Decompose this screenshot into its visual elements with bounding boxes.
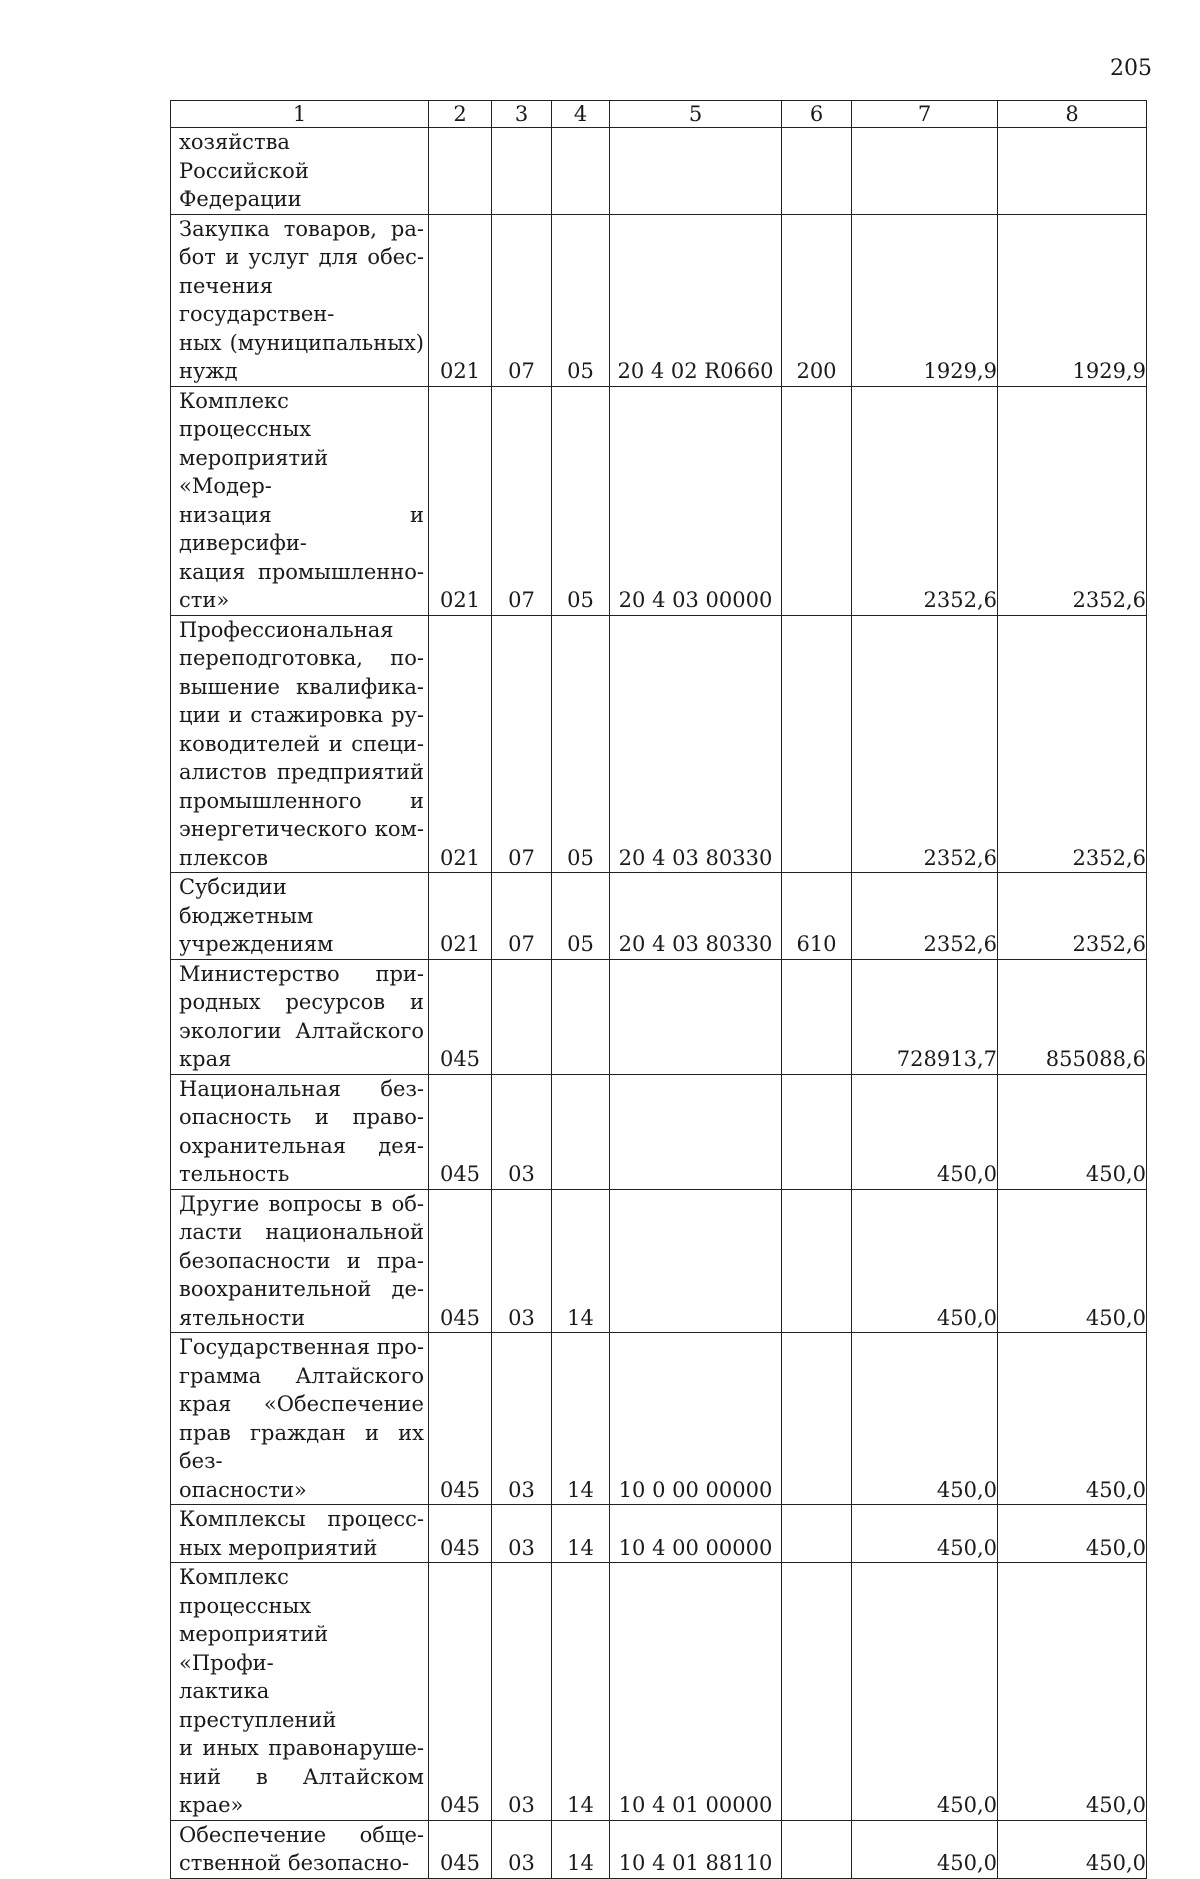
header-cell: 8 bbox=[998, 101, 1147, 128]
header-cell: 3 bbox=[492, 101, 552, 128]
item-name-line: экологии Алтайского bbox=[179, 1018, 424, 1043]
item-name-cell bbox=[171, 959, 429, 1074]
item-name-line: ции и стажировка ру- bbox=[179, 703, 424, 727]
item-name-line: переподготовка, по- bbox=[179, 646, 424, 670]
cell-c5 bbox=[610, 1189, 782, 1333]
cell-c8: 2352,6 bbox=[998, 386, 1147, 615]
item-name-cell bbox=[171, 1820, 429, 1878]
item-name-line: плексов bbox=[179, 845, 269, 870]
cell-c6 bbox=[782, 1333, 852, 1505]
item-name-line: Федерации bbox=[179, 187, 302, 211]
item-name-line: ственной безопасно- bbox=[179, 1851, 410, 1875]
cell-c7 bbox=[852, 128, 998, 215]
cell-c3: 07 bbox=[492, 386, 552, 615]
item-name-line: сти» bbox=[179, 588, 230, 612]
cell-c7: 1929,9 bbox=[852, 214, 998, 386]
cell-c3: 03 bbox=[492, 1505, 552, 1563]
header-cell: 5 bbox=[610, 101, 782, 128]
item-name-line: Министерство при- bbox=[179, 961, 424, 986]
cell-c7: 2352,6 bbox=[852, 873, 998, 960]
cell-c3 bbox=[492, 959, 552, 1074]
cell-c4 bbox=[552, 959, 610, 1074]
cell-c2: 045 bbox=[429, 1505, 492, 1563]
item-name-line: ных мероприятий bbox=[179, 1535, 378, 1560]
table-row bbox=[171, 873, 1147, 960]
cell-c6 bbox=[782, 128, 852, 215]
cell-c5: 10 0 00 00000 bbox=[610, 1333, 782, 1505]
cell-c6 bbox=[782, 615, 852, 873]
cell-c7: 450,0 bbox=[852, 1189, 998, 1333]
item-name-line: ний в Алтайском bbox=[179, 1764, 424, 1789]
cell-c3: 03 bbox=[492, 1820, 552, 1878]
item-name-line: опасности» bbox=[179, 1477, 307, 1502]
header-cell: 6 bbox=[782, 101, 852, 128]
table-row bbox=[171, 615, 1147, 873]
table-row bbox=[171, 1333, 1147, 1505]
item-name-line: родных ресурсов и bbox=[179, 990, 424, 1014]
item-name-line: тельность bbox=[179, 1162, 290, 1186]
item-name-line: бот и услуг для обес- bbox=[179, 245, 424, 269]
cell-c8: 450,0 bbox=[998, 1505, 1147, 1563]
cell-c2: 045 bbox=[429, 959, 492, 1074]
cell-c5: 10 4 01 00000 bbox=[610, 1563, 782, 1821]
cell-c6 bbox=[782, 1563, 852, 1821]
item-name-line: Национальная без- bbox=[179, 1076, 424, 1101]
cell-c6: 610 bbox=[782, 873, 852, 960]
item-name-cell bbox=[171, 386, 429, 615]
item-name-line: энергетического ком- bbox=[179, 817, 424, 841]
cell-c2 bbox=[429, 128, 492, 215]
cell-c6 bbox=[782, 1189, 852, 1333]
table-row bbox=[171, 1820, 1147, 1878]
cell-c6 bbox=[782, 1505, 852, 1563]
item-name-line: ководителей и специ- bbox=[179, 731, 424, 756]
cell-c5: 10 4 00 00000 bbox=[610, 1505, 782, 1563]
cell-c5: 20 4 03 80330 bbox=[610, 615, 782, 873]
item-name-cell bbox=[171, 1333, 429, 1505]
cell-c4: 05 bbox=[552, 615, 610, 873]
item-name-line: Комплекс процессных bbox=[179, 388, 312, 441]
item-name-line: низация и диверсифи- bbox=[179, 502, 424, 555]
table-row bbox=[171, 1074, 1147, 1189]
cell-c3: 07 bbox=[492, 873, 552, 960]
item-name-line: хозяйства Российской bbox=[179, 130, 309, 183]
table-row bbox=[171, 214, 1147, 386]
cell-c6: 200 bbox=[782, 214, 852, 386]
item-name-line: края bbox=[179, 1047, 232, 1071]
item-name-line: края «Обеспечение bbox=[179, 1392, 424, 1416]
item-name-line: Обеспечение обще- bbox=[179, 1822, 424, 1847]
cell-c6 bbox=[782, 386, 852, 615]
cell-c2: 045 bbox=[429, 1333, 492, 1505]
item-name-cell bbox=[171, 873, 429, 960]
item-name-cell bbox=[171, 1074, 429, 1189]
cell-c2: 045 bbox=[429, 1189, 492, 1333]
cell-c4: 14 bbox=[552, 1820, 610, 1878]
table-row bbox=[171, 386, 1147, 615]
cell-c3 bbox=[492, 128, 552, 215]
cell-c8: 450,0 bbox=[998, 1074, 1147, 1189]
cell-c8: 450,0 bbox=[998, 1563, 1147, 1821]
cell-c8: 450,0 bbox=[998, 1820, 1147, 1878]
cell-c4: 05 bbox=[552, 214, 610, 386]
cell-c8: 855088,6 bbox=[998, 959, 1147, 1074]
table-header-row bbox=[171, 101, 1147, 128]
cell-c7: 450,0 bbox=[852, 1563, 998, 1821]
item-name-line: прав граждан и их без- bbox=[179, 1420, 424, 1473]
cell-c7: 450,0 bbox=[852, 1333, 998, 1505]
cell-c6 bbox=[782, 1074, 852, 1189]
item-name-line: ятельности bbox=[179, 1305, 306, 1330]
cell-c7: 728913,7 bbox=[852, 959, 998, 1074]
item-name-line: мероприятий «Профи- bbox=[179, 1622, 329, 1675]
cell-c3: 03 bbox=[492, 1189, 552, 1333]
item-name-line: алистов предприятий bbox=[179, 760, 424, 784]
table-row bbox=[171, 1563, 1147, 1821]
cell-c2: 045 bbox=[429, 1074, 492, 1189]
item-name-line: кация промышленно- bbox=[179, 559, 424, 584]
cell-c2: 045 bbox=[429, 1563, 492, 1821]
item-name-line: Другие вопросы в об- bbox=[179, 1191, 424, 1216]
cell-c4: 14 bbox=[552, 1563, 610, 1821]
item-name-line: Государственная про- bbox=[179, 1335, 424, 1359]
item-name-line: и иных правонаруше- bbox=[179, 1736, 424, 1760]
item-name-line: Субсидии бюджетным bbox=[179, 875, 314, 928]
cell-c4 bbox=[552, 1074, 610, 1189]
page-number: 205 bbox=[1110, 56, 1152, 81]
item-name-line: охранительная дея- bbox=[179, 1133, 424, 1158]
item-name-line: безопасности и пра- bbox=[179, 1248, 424, 1273]
item-name-line: Профессиональная bbox=[179, 617, 394, 642]
table-row bbox=[171, 959, 1147, 1074]
item-name-cell bbox=[171, 214, 429, 386]
cell-c5 bbox=[610, 959, 782, 1074]
item-name-line: нужд bbox=[179, 359, 238, 383]
cell-c5: 20 4 02 R0660 bbox=[610, 214, 782, 386]
header-cell: 7 bbox=[852, 101, 998, 128]
budget-table bbox=[170, 100, 1147, 1879]
cell-c5: 10 4 01 88110 bbox=[610, 1820, 782, 1878]
cell-c7: 450,0 bbox=[852, 1820, 998, 1878]
item-name-line: ласти национальной bbox=[179, 1220, 424, 1244]
cell-c2: 021 bbox=[429, 873, 492, 960]
cell-c8: 450,0 bbox=[998, 1333, 1147, 1505]
item-name-line: мероприятий «Модер- bbox=[179, 445, 329, 498]
item-name-line: ных (муниципальных) bbox=[179, 330, 424, 355]
item-name-cell bbox=[171, 128, 429, 215]
table-row bbox=[171, 1189, 1147, 1333]
header-cell: 1 bbox=[171, 101, 429, 128]
cell-c2: 021 bbox=[429, 386, 492, 615]
header-cell: 4 bbox=[552, 101, 610, 128]
item-name-cell bbox=[171, 1505, 429, 1563]
cell-c4: 14 bbox=[552, 1333, 610, 1505]
table-row bbox=[171, 1505, 1147, 1563]
item-name-cell bbox=[171, 615, 429, 873]
cell-c5: 20 4 03 00000 bbox=[610, 386, 782, 615]
cell-c3: 03 bbox=[492, 1563, 552, 1821]
table-body bbox=[171, 101, 1147, 1879]
cell-c8: 2352,6 bbox=[998, 873, 1147, 960]
item-name-cell bbox=[171, 1189, 429, 1333]
cell-c8: 1929,9 bbox=[998, 214, 1147, 386]
cell-c4: 05 bbox=[552, 386, 610, 615]
cell-c4 bbox=[552, 128, 610, 215]
table-row bbox=[171, 128, 1147, 215]
cell-c8 bbox=[998, 128, 1147, 215]
cell-c2: 045 bbox=[429, 1820, 492, 1878]
cell-c3: 07 bbox=[492, 214, 552, 386]
cell-c8: 2352,6 bbox=[998, 615, 1147, 873]
cell-c3: 03 bbox=[492, 1333, 552, 1505]
item-name-line: Закупка товаров, ра- bbox=[179, 216, 424, 241]
item-name-line: лактика преступлений bbox=[179, 1679, 337, 1732]
item-name-line: опасность и право- bbox=[179, 1105, 424, 1129]
item-name-line: печения государствен- bbox=[179, 273, 335, 326]
cell-c6 bbox=[782, 959, 852, 1074]
cell-c7: 2352,6 bbox=[852, 386, 998, 615]
cell-c4: 05 bbox=[552, 873, 610, 960]
cell-c6 bbox=[782, 1820, 852, 1878]
cell-c3: 07 bbox=[492, 615, 552, 873]
item-name-line: воохранительной де- bbox=[179, 1277, 424, 1301]
item-name-line: Комплекс процессных bbox=[179, 1565, 312, 1618]
cell-c5: 20 4 03 80330 bbox=[610, 873, 782, 960]
cell-c8: 450,0 bbox=[998, 1189, 1147, 1333]
item-name-line: Комплексы процесс- bbox=[179, 1507, 424, 1531]
cell-c7: 450,0 bbox=[852, 1074, 998, 1189]
item-name-line: крае» bbox=[179, 1793, 244, 1817]
cell-c2: 021 bbox=[429, 615, 492, 873]
item-name-line: вышение квалифика- bbox=[179, 674, 424, 699]
item-name-line: грамма Алтайского bbox=[179, 1363, 424, 1388]
cell-c2: 021 bbox=[429, 214, 492, 386]
cell-c4: 14 bbox=[552, 1505, 610, 1563]
cell-c3: 03 bbox=[492, 1074, 552, 1189]
cell-c5 bbox=[610, 128, 782, 215]
item-name-cell bbox=[171, 1563, 429, 1821]
header-cell: 2 bbox=[429, 101, 492, 128]
cell-c4: 14 bbox=[552, 1189, 610, 1333]
item-name-line: учреждениям bbox=[179, 932, 334, 956]
cell-c5 bbox=[610, 1074, 782, 1189]
cell-c7: 2352,6 bbox=[852, 615, 998, 873]
item-name-line: промышленного и bbox=[179, 788, 424, 813]
cell-c7: 450,0 bbox=[852, 1505, 998, 1563]
